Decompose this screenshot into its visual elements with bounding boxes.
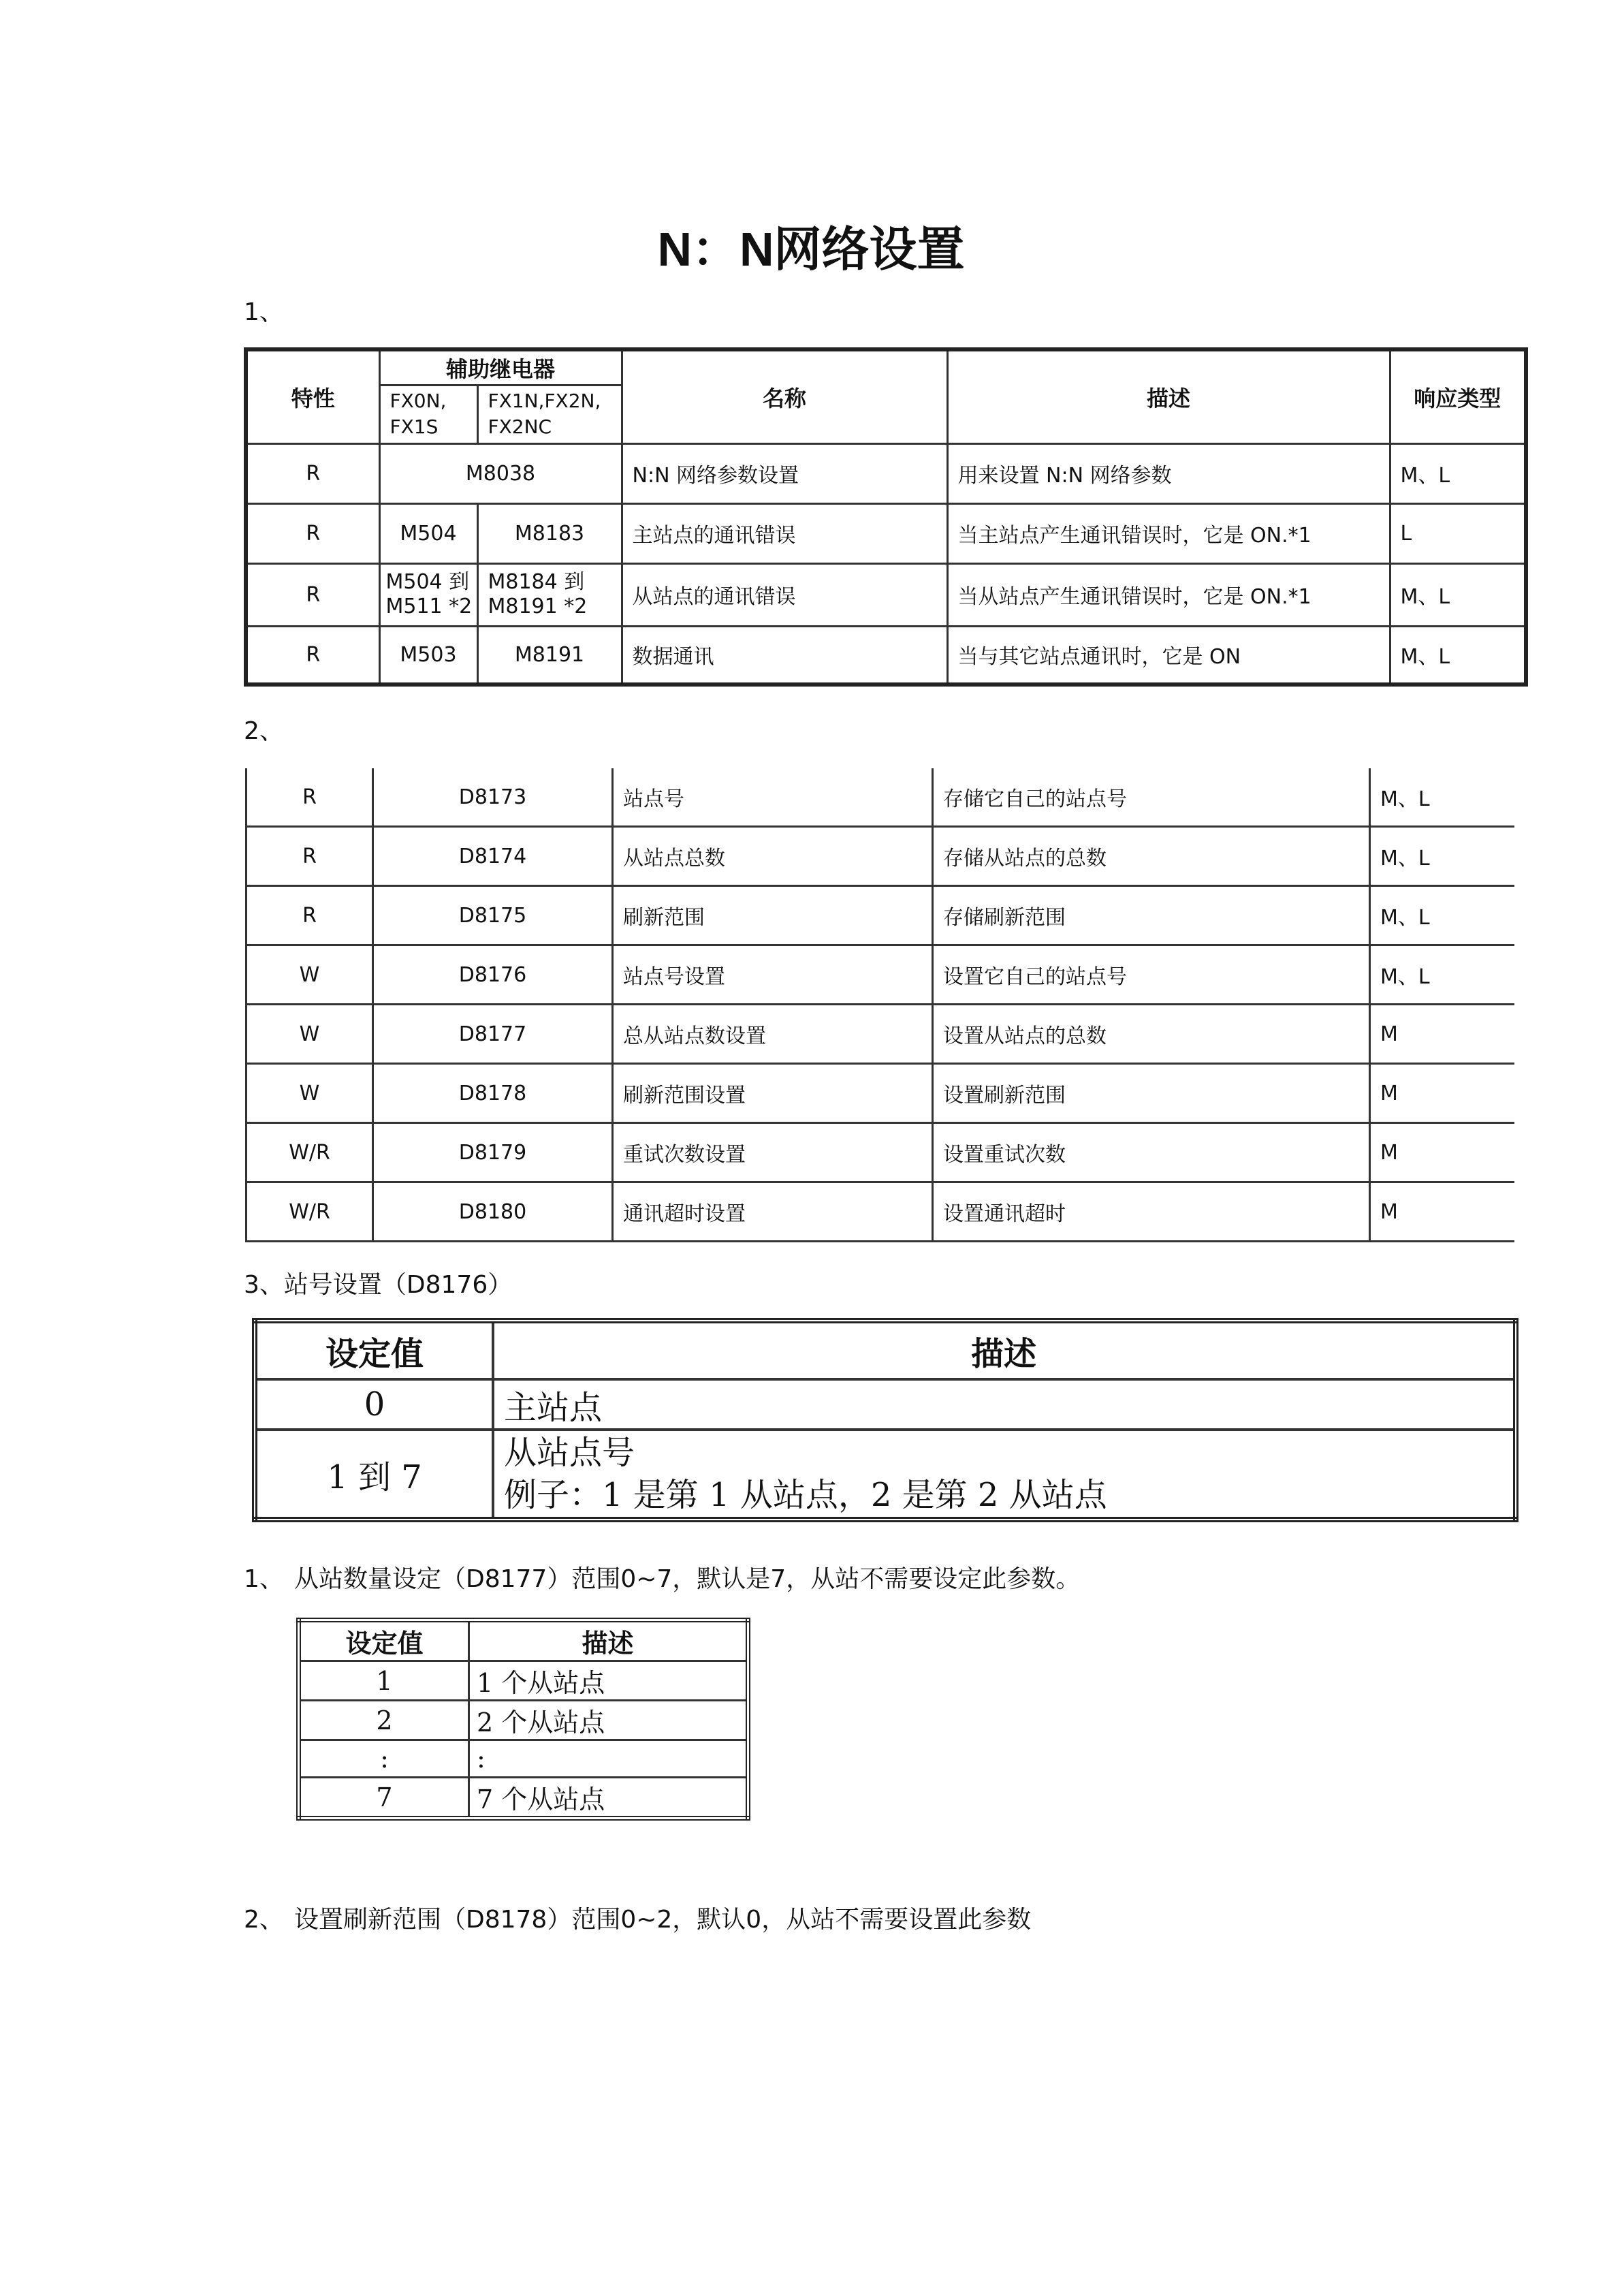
cell-resp: L [1390,503,1526,563]
cell-desc: 2 个从站点 [469,1701,748,1740]
cell-relay-fx1: M8183 [477,503,622,563]
cell-desc [493,1430,1516,1520]
table-network-registers [245,768,1514,1242]
cell-prop: W/R [247,1182,373,1242]
table-row [247,768,1514,827]
table-row [299,1778,748,1819]
cell-prop: W [247,1064,373,1123]
header-fx1-line2: FX2NC [488,415,552,438]
table-row [247,1123,1514,1182]
section-5-number: 2、 [244,1906,284,1934]
table-row [299,1740,748,1778]
cell-relay-fx0: M503 [379,626,477,685]
cell-resp: M、L [1390,626,1526,685]
cell-prop: R [246,443,379,503]
cell-name: 主站点的通讯错误 [622,503,947,563]
cell-relay-fx0 [379,563,477,626]
cell-prop: R [247,768,373,827]
cell-register: D8177 [373,1005,613,1064]
header-setting-value: 设定值 [299,1620,469,1661]
cell-resp: M [1370,1064,1514,1123]
section-3-label: 3、站号设置（D8176） [244,1271,513,1299]
section-2-label: 2、 [244,717,284,745]
cell-name: 刷新范围 [613,886,933,945]
header-prop: 特性 [246,349,379,443]
cell-value: : [299,1740,469,1778]
cell-prop: R [246,626,379,685]
cell-desc: 存储从站点的总数 [933,827,1370,886]
cell-resp: M、L [1370,945,1514,1005]
cell-relay-fx0-line2: M511 *2 [385,595,473,618]
table-row [247,1064,1514,1123]
cell-name: 站点号设置 [613,945,933,1005]
header-description: 描述 [493,1321,1516,1379]
table-row [247,945,1514,1005]
header-name: 名称 [622,349,947,443]
cell-name: 重试次数设置 [613,1123,933,1182]
header-description: 描述 [469,1620,748,1661]
cell-desc-line1: 从站点号 [504,1434,635,1472]
cell-register: D8176 [373,945,613,1005]
cell-value: 1 到 7 [255,1430,493,1520]
cell-resp: M [1370,1182,1514,1242]
cell-desc: 7 个从站点 [469,1778,748,1819]
cell-desc: 存储它自己的站点号 [933,768,1370,827]
cell-name: 总从站点数设置 [613,1005,933,1064]
cell-prop: R [246,563,379,626]
cell-resp: M、L [1370,886,1514,945]
cell-register: D8174 [373,827,613,886]
section-1-label: 1、 [244,298,284,326]
header-setting-value: 设定值 [255,1321,493,1379]
cell-desc-line2: 例子：1 是第 1 从站点，2 是第 2 从站点 [504,1476,1107,1514]
table-row [246,503,1526,563]
header-desc: 描述 [947,349,1390,443]
cell-relay-fx1: M8191 [477,626,622,685]
cell-desc: 当主站点产生通讯错误时，它是 ON.*1 [947,503,1390,563]
table-row [299,1701,748,1740]
cell-resp: M、L [1390,443,1526,503]
cell-prop: W [247,945,373,1005]
cell-relay-fx0-line1: M504 到 [385,570,470,594]
cell-register: D8175 [373,886,613,945]
cell-desc: 设置刷新范围 [933,1064,1370,1123]
cell-relay-fx1-line1: M8184 到 [488,570,585,594]
cell-name: 通讯超时设置 [613,1182,933,1242]
cell-name: N:N 网络参数设置 [622,443,947,503]
header-fx1 [477,385,622,443]
cell-desc: 设置它自己的站点号 [933,945,1370,1005]
cell-register: D8179 [373,1123,613,1182]
cell-name: 从站点的通讯错误 [622,563,947,626]
cell-resp: M [1370,1123,1514,1182]
cell-prop: W/R [247,1123,373,1182]
table-network-relays [244,347,1528,687]
table-row [255,1430,1516,1520]
cell-desc: 存储刷新范围 [933,886,1370,945]
cell-name: 从站点总数 [613,827,933,886]
header-fx1-line1: FX1N,FX2N, [488,390,601,412]
cell-value: 2 [299,1701,469,1740]
cell-resp: M、L [1390,563,1526,626]
table-slave-count [296,1618,750,1821]
table-row [246,443,1526,503]
cell-register: D8180 [373,1182,613,1242]
cell-desc: 用来设置 N:N 网络参数 [947,443,1390,503]
cell-desc: 设置重试次数 [933,1123,1370,1182]
cell-desc: 设置通讯超时 [933,1182,1370,1242]
cell-name: 站点号 [613,768,933,827]
table-row [255,1379,1516,1430]
table-row [299,1661,748,1701]
header-relay: 辅助继电器 [379,349,622,385]
cell-desc: : [469,1740,748,1778]
header-fx0-line1: FX0N, [389,390,447,412]
cell-relay: M8038 [379,443,622,503]
cell-register: D8178 [373,1064,613,1123]
cell-value: 0 [255,1379,493,1430]
cell-desc: 当从站点产生通讯错误时，它是 ON.*1 [947,563,1390,626]
cell-name: 刷新范围设置 [613,1064,933,1123]
cell-prop: R [247,827,373,886]
cell-prop: R [247,886,373,945]
section-4-number: 1、 [244,1565,284,1593]
header-fx0-line2: FX1S [389,415,439,438]
cell-desc: 1 个从站点 [469,1661,748,1701]
table-row [247,827,1514,886]
header-resp: 响应类型 [1390,349,1526,443]
cell-relay-fx0: M504 [379,503,477,563]
table-row [247,1182,1514,1242]
cell-resp: M、L [1370,768,1514,827]
cell-prop: R [246,503,379,563]
cell-resp: M [1370,1005,1514,1064]
table-row [247,1005,1514,1064]
cell-relay-fx1 [477,563,622,626]
section-5-text: 设置刷新范围（D8178）范围0~2，默认0，从站不需要设置此参数 [294,1906,1032,1934]
cell-register: D8173 [373,768,613,827]
cell-name: 数据通讯 [622,626,947,685]
cell-resp: M、L [1370,827,1514,886]
table-row [246,563,1526,626]
cell-desc: 主站点 [493,1379,1516,1430]
table-station-number [252,1318,1518,1522]
table-row [247,886,1514,945]
cell-value: 7 [299,1778,469,1819]
cell-desc: 当与其它站点通讯时，它是 ON [947,626,1390,685]
header-fx0 [379,385,477,443]
section-4-text: 从站数量设定（D8177）范围0~7，默认是7，从站不需要设定此参数。 [294,1565,1081,1593]
cell-value: 1 [299,1661,469,1701]
cell-prop: W [247,1005,373,1064]
table-row [246,626,1526,685]
page-title: N：N网络设置 [657,223,965,276]
cell-relay-fx1-line2: M8191 *2 [488,595,588,618]
cell-desc: 设置从站点的总数 [933,1005,1370,1064]
